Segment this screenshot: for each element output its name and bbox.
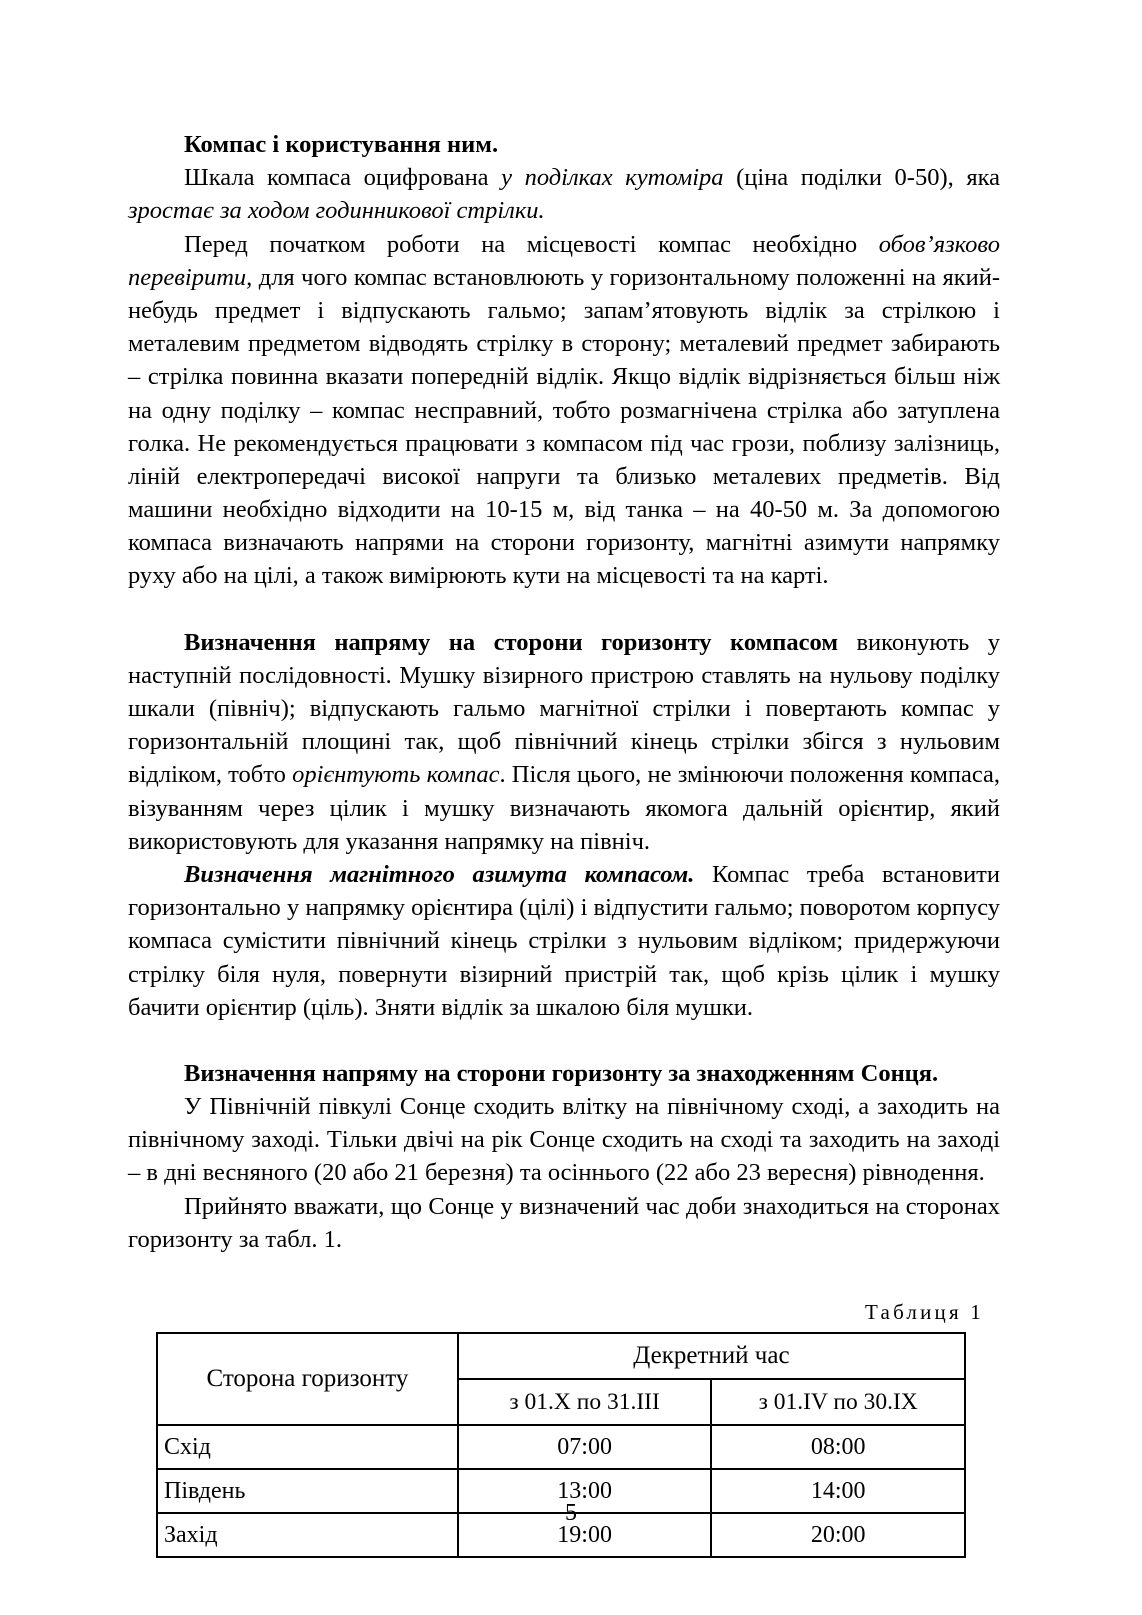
page-number: 5 [565, 1500, 577, 1526]
para-check-part1: Перед початком роботи на місцевості компас необхідно [184, 230, 879, 258]
para-azimuth-part1: Компас треба встановити горизонтально у напрямку орієнтира (цілі) і відпустити гальмо; поворотом корпусу компаса сумістити північний кінець стрілки з нульовим відліком; придержуючи стрілку біля нуля, повернути візирний пристрій так, щоб крізь цілик і мушку бачити орієнтир (ціль). Зняти відлік за шкалою біля мушки. [128, 860, 1000, 1021]
heading-sun-text: Визначення напряму на сторони горизонту за знаходженням Сонця. [184, 1059, 939, 1087]
para-scale-part1: Шкала компаса оцифрована [184, 164, 502, 192]
cell-summer-time: 08:00 [711, 1425, 965, 1469]
heading-compass [128, 128, 1000, 161]
header-decree-time: Декретний час [458, 1333, 965, 1379]
paragraph-direction [128, 626, 1000, 858]
para-scale-italic1: у поділках кутоміра [501, 164, 724, 192]
cell-summer-time: 20:00 [711, 1513, 965, 1557]
para-direction-part2: . Після цього, не змінюючи положення компаса, візуванням через цілик і мушку визначають якомога дальній орієнтир, який використовують для указання напрямку на північ. [128, 761, 1000, 855]
cell-side: Схід [157, 1425, 458, 1469]
heading-sun [128, 1057, 1000, 1090]
cell-summer-time: 14:00 [711, 1469, 965, 1513]
paragraph-scale [128, 161, 1000, 227]
table-caption: Таблиця 1 [865, 1300, 984, 1324]
para-direction-part1: виконують у наступній послідовності. Мушку візирного пристрою ставлять на нульову поділку шкали (північ); відпускають гальмо магнітної стрілки і повертають компас у горизонтальній площині так, щоб північний кінець стрілки збігся з нульовим відліком, тобто [128, 628, 1001, 789]
header-side-of-horizon: Сторона горизонту [157, 1333, 458, 1425]
paragraph-spacer-2 [128, 1024, 1000, 1057]
para-check-italic1: обов’язково перевірити, [128, 230, 1000, 291]
paragraph-table-ref: Прийнято вважати, що Сонце у визначений час доби знаходиться на сторонах горизонту за табл. 1. [128, 1192, 1000, 1253]
table-body [157, 1425, 965, 1557]
header-period-winter: з 01.X по 31.III [458, 1379, 712, 1425]
cell-winter-time: 07:00 [458, 1425, 712, 1469]
table-head [157, 1333, 965, 1425]
header-period-summer: з 01.IV по 30.IX [711, 1379, 965, 1425]
para-direction-bold1: Визначення напряму на сторони горизонту компасом [184, 628, 839, 656]
para-azimuth-bolditalic1: Визначення магнітного азимута компасом. [184, 860, 695, 888]
cell-winter-time: 13:00 [458, 1469, 712, 1513]
para-scale-part2: (ціна поділки 0-50), яка [723, 164, 1000, 192]
paragraph-azimuth [128, 858, 1000, 1024]
heading-compass-text: Компас і користування ним. [184, 131, 499, 158]
page-content [128, 128, 1000, 1558]
table-row [157, 1425, 965, 1469]
para-direction-italic1: орієнтують компас [292, 761, 500, 789]
paragraph-check [128, 228, 1000, 593]
para-scale-italic2: зростає за ходом годинникової стрілки. [128, 197, 545, 225]
cell-side: Захід [157, 1513, 458, 1557]
paragraph-spacer-1 [128, 593, 1000, 626]
cell-side: Південь [157, 1469, 458, 1513]
paragraph-sun: У Північній півкулі Сонце сходить влітку на північному сході, а заходить на північному заході. Тільки двічі на рік Сонце сходить на сході та заходить на заході – в дні весняного (20 або 21 березня) та осіннього (22 або 23 вересня) рівнодення. [128, 1093, 1000, 1187]
cell-winter-time: 19:00 [458, 1513, 712, 1557]
table-header-row-1 [157, 1333, 965, 1379]
para-check-part2: для чого компас встановлюють у горизонтальному положенні на який-небудь предмет і відпускають гальмо; запам’ятовують відлік за стрілкою і металевим предметом відводять стрілку в сторону; металевий предмет забирають – стрілка повинна вказати попередній відлік. Якщо відлік відрізняється більш ніж на одну поділку – компас несправний, тобто розмагнічена стрілка або затуплена голка. Не рекомендується працювати з компасом під час грози, поблизу залізниць, ліній електропередачі високої напруги та близько металевих предметів. Від машини необхідно відходити на 10-15 м, від танка – на 40-50 м. За допомогою компаса визначають напрями на сторони горизонту, магнітні азимути напрямку руху або на цілі, а також вимірюють кути на місцевості та на карті. [128, 263, 1000, 590]
